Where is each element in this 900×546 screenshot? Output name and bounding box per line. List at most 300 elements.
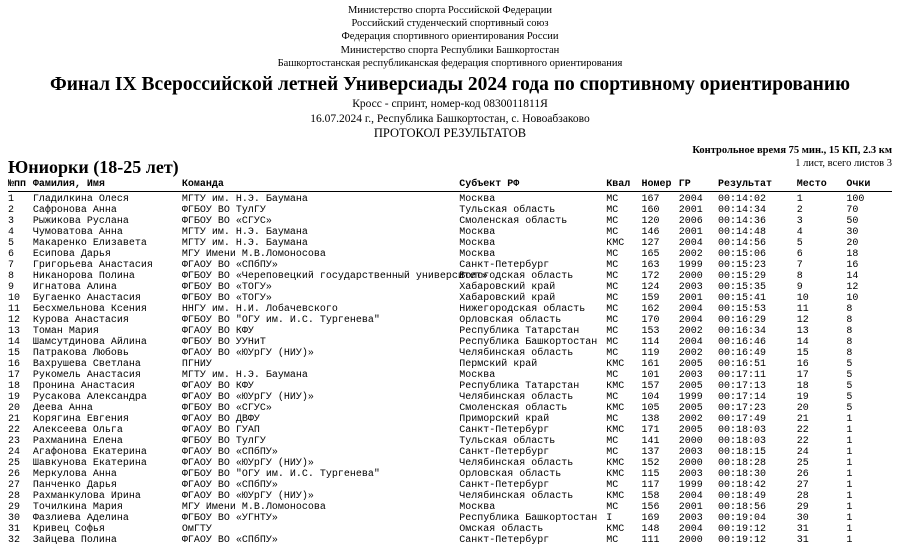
- cell-place: 26: [796, 468, 809, 480]
- cell-rank: 21: [8, 413, 21, 425]
- cell-name: Русакова Александра: [32, 391, 147, 403]
- cell-rank: 12: [8, 314, 21, 326]
- cell-result: 00:14:34: [718, 204, 767, 216]
- cell-yob: 2001: [678, 204, 703, 216]
- cell-points: 1: [846, 457, 853, 469]
- cell-number: 159: [641, 292, 660, 304]
- cell-rank: 15: [8, 347, 21, 359]
- cell-team: ФГАОУ ВО «ЮУрГУ (НИУ)»: [181, 457, 314, 469]
- cell-result: 00:18:30: [718, 468, 767, 480]
- cell-yob: 2000: [678, 435, 703, 447]
- column-header-team: Команда: [182, 179, 459, 192]
- cell-team: ФГАОУ ВО «ЮУрГУ (НИУ)»: [181, 347, 314, 359]
- cell-name: Рахманкулова Ирина: [32, 490, 141, 502]
- table-row: [8, 293, 892, 304]
- cell-team: ФГБОУ ВО «Череповецкий государственный университет»: [181, 270, 488, 282]
- cell-number: 146: [641, 226, 660, 238]
- cell-place: 8: [796, 270, 803, 282]
- cell-rank: 6: [8, 248, 15, 260]
- cell-name: Вахрушева Светлана: [32, 358, 141, 370]
- cell-yob: 2005: [678, 358, 703, 370]
- cell-name: Кривец Софья: [32, 523, 105, 535]
- cell-qual: МС: [606, 336, 619, 348]
- cell-result: 00:15:29: [718, 270, 767, 282]
- cell-qual: КМС: [606, 523, 625, 535]
- cell-qual: МС: [606, 292, 619, 304]
- cell-subject: Вологодская область: [459, 270, 574, 282]
- cell-points: 18: [846, 248, 859, 260]
- cell-subject: Республика Башкортостан: [459, 336, 598, 348]
- table-row: [8, 469, 892, 480]
- organizer-line-4: Министерство спорта Республики Башкортостан: [340, 44, 560, 56]
- cell-place: 7: [796, 259, 803, 271]
- cell-yob: 2002: [678, 347, 703, 359]
- cell-subject: Смоленская область: [459, 215, 568, 227]
- cell-place: 9: [796, 281, 803, 293]
- table-row: [8, 403, 892, 414]
- cell-name: Гладилкина Олеся: [32, 193, 129, 205]
- cell-points: 8: [846, 325, 853, 337]
- cell-name: Рукомель Анастасия: [32, 369, 141, 381]
- table-row: [8, 480, 892, 491]
- cell-team: ФГАОУ ВО «ЮУрГУ (НИУ)»: [181, 391, 314, 403]
- cell-place: 16: [796, 358, 809, 370]
- cell-subject: Пермский край: [459, 358, 538, 370]
- cell-number: 170: [641, 314, 660, 326]
- cell-points: 1: [846, 468, 853, 480]
- cell-name: Точилкина Мария: [32, 501, 123, 513]
- cell-number: 148: [641, 523, 660, 535]
- cell-qual: МС: [606, 534, 619, 546]
- cell-yob: 2004: [678, 490, 703, 502]
- cell-rank: 8: [8, 270, 15, 282]
- cell-team: ФГБОУ ВО «СГУС»: [181, 215, 272, 227]
- table-row: [8, 414, 892, 425]
- cell-points: 30: [846, 226, 859, 238]
- table-row: [8, 326, 892, 337]
- cell-number: 153: [641, 325, 660, 337]
- cell-result: 00:16:51: [718, 358, 767, 370]
- cell-yob: 2004: [678, 193, 703, 205]
- cell-qual: МС: [606, 226, 619, 238]
- cell-points: 14: [846, 270, 859, 282]
- cell-number: 163: [641, 259, 660, 271]
- cell-subject: Челябинская область: [459, 490, 574, 502]
- cell-subject: Челябинская область: [459, 457, 574, 469]
- cell-name: Игнатова Алина: [32, 281, 117, 293]
- cell-yob: 1999: [678, 479, 703, 491]
- cell-team: МГТУ им. Н.Э. Баумана: [181, 237, 308, 249]
- cell-subject: Тульская область: [459, 435, 556, 447]
- cell-qual: МС: [606, 325, 619, 337]
- cell-team: ФГБОУ ВО «ТОГУ»: [181, 281, 272, 293]
- cell-points: 1: [846, 479, 853, 491]
- cell-number: 114: [641, 336, 660, 348]
- cell-result: 00:15:41: [718, 292, 767, 304]
- cell-team: ФГАОУ ВО «СПбПУ»: [181, 259, 278, 271]
- cell-subject: Орловская область: [459, 314, 562, 326]
- table-row: [8, 491, 892, 502]
- table-row: [8, 436, 892, 447]
- cell-points: 5: [846, 380, 853, 392]
- cell-rank: 9: [8, 281, 15, 293]
- cell-points: 16: [846, 259, 859, 271]
- cell-rank: 1: [8, 193, 15, 205]
- cell-qual: МС: [606, 369, 619, 381]
- cell-rank: 20: [8, 402, 21, 414]
- cell-subject: Орловская область: [459, 468, 562, 480]
- cell-name: Курова Анастасия: [32, 314, 129, 326]
- cell-points: 5: [846, 369, 853, 381]
- cell-team: ФГБОУ ВО «ТОГУ»: [181, 292, 272, 304]
- cell-subject: Челябинская область: [459, 391, 574, 403]
- cell-number: 165: [641, 248, 660, 260]
- cell-number: 124: [641, 281, 660, 293]
- cell-points: 5: [846, 402, 853, 414]
- cell-yob: 2003: [678, 512, 703, 524]
- table-row: [8, 205, 892, 216]
- cell-number: 158: [641, 490, 660, 502]
- cell-team: МГТУ им. Н.Э. Баумана: [181, 193, 308, 205]
- cell-qual: МС: [606, 391, 619, 403]
- table-row: [8, 304, 892, 315]
- cell-qual: КМС: [606, 380, 625, 392]
- cell-result: 00:17:13: [718, 380, 767, 392]
- place-date-line: 16.07.2024 г., Республика Башкортостан, с. Новоабзаково: [310, 112, 590, 125]
- cell-yob: 2004: [678, 314, 703, 326]
- cell-yob: 2001: [678, 292, 703, 304]
- cell-number: 161: [641, 358, 660, 370]
- cell-rank: 32: [8, 534, 21, 546]
- table-row: [8, 348, 892, 359]
- table-row: [8, 458, 892, 469]
- cell-rank: 30: [8, 512, 21, 524]
- cell-yob: 2002: [678, 248, 703, 260]
- cell-rank: 29: [8, 501, 21, 513]
- cell-team: ФГАОУ ВО «ЮУрГУ (НИУ)»: [181, 490, 314, 502]
- table-row: [8, 337, 892, 348]
- cell-rank: 5: [8, 237, 15, 249]
- cell-name: Сафронова Анна: [32, 204, 117, 216]
- table-row: [8, 370, 892, 381]
- cell-points: 8: [846, 336, 853, 348]
- cell-points: 1: [846, 413, 853, 425]
- cell-qual: МС: [606, 215, 619, 227]
- cell-place: 15: [796, 347, 809, 359]
- cell-name: Деева Анна: [32, 402, 93, 414]
- results-table-body: [8, 192, 892, 546]
- cell-name: Пронина Анастасия: [32, 380, 135, 392]
- cell-team: МГУ Имени М.В.Ломоносова: [181, 248, 326, 260]
- cell-yob: 2005: [678, 402, 703, 414]
- cell-team: ННГУ им. Н.И. Лобачевского: [181, 303, 338, 315]
- cell-subject: Тульская область: [459, 204, 556, 216]
- cell-subject: Санкт-Петербург: [459, 259, 550, 271]
- cell-qual: КМС: [606, 457, 625, 469]
- cell-result: 00:15:23: [718, 259, 767, 271]
- cell-qual: КМС: [606, 237, 625, 249]
- cell-points: 100: [846, 193, 865, 205]
- column-header-name: Фамилия, Имя: [33, 179, 182, 192]
- cell-team: ФГАОУ ВО ДВФУ: [181, 413, 260, 425]
- cell-place: 21: [796, 413, 809, 425]
- column-header-result: Результат: [718, 179, 797, 192]
- cell-result: 00:15:53: [718, 303, 767, 315]
- cell-name: Панченко Дарья: [32, 479, 117, 491]
- cell-name: Меркулова Анна: [32, 468, 117, 480]
- cell-name: Бесхмельнова Ксения: [32, 303, 147, 315]
- cell-place: 29: [796, 501, 809, 513]
- cell-team: ФГБОУ ВО «УГНТУ»: [181, 512, 278, 524]
- cell-name: Есипова Дарья: [32, 248, 111, 260]
- cell-number: 138: [641, 413, 660, 425]
- cell-qual: КМС: [606, 468, 625, 480]
- cell-result: 00:14:48: [718, 226, 767, 238]
- cell-name: Агафонова Екатерина: [32, 446, 147, 458]
- cell-qual: МС: [606, 446, 619, 458]
- cell-result: 00:18:49: [718, 490, 767, 502]
- cell-yob: 2002: [678, 413, 703, 425]
- cell-subject: Республика Татарстан: [459, 325, 580, 337]
- cell-number: 101: [641, 369, 660, 381]
- cell-yob: 2003: [678, 468, 703, 480]
- column-header-qual: Квал: [606, 179, 641, 192]
- document-masthead: [8, 4, 892, 141]
- category-title: Юниорки (18-25 лет): [8, 157, 179, 178]
- cell-result: 00:16:49: [718, 347, 767, 359]
- cell-qual: КМС: [606, 358, 625, 370]
- cell-qual: МС: [606, 193, 619, 205]
- cell-number: 104: [641, 391, 660, 403]
- cell-subject: Москва: [459, 237, 496, 249]
- cell-name: Чумоватова Анна: [32, 226, 123, 238]
- cell-points: 1: [846, 534, 853, 546]
- table-row: [8, 359, 892, 370]
- cell-result: 00:19:12: [718, 534, 767, 546]
- event-title: Финал IX Всероссийской летней Универсиады 2024 года по спортивному ориентированию: [49, 74, 851, 96]
- cell-number: 152: [641, 457, 660, 469]
- column-header-rank: №пп: [8, 179, 33, 192]
- cell-rank: 19: [8, 391, 21, 403]
- cell-result: 00:17:23: [718, 402, 767, 414]
- cell-yob: 1999: [678, 391, 703, 403]
- cell-points: 12: [846, 281, 859, 293]
- cell-number: 115: [641, 468, 660, 480]
- cell-result: 00:18:28: [718, 457, 767, 469]
- table-row: [8, 315, 892, 326]
- cell-yob: 1999: [678, 259, 703, 271]
- cell-place: 22: [796, 424, 809, 436]
- column-header-place: Место: [797, 179, 847, 192]
- column-header-yob: ГР: [679, 179, 718, 192]
- cell-subject: Москва: [459, 226, 496, 238]
- cell-place: 4: [796, 226, 803, 238]
- column-header-subject: Субъект РФ: [459, 179, 606, 192]
- cell-team: ФГБОУ ВО ТулГУ: [181, 204, 266, 216]
- table-row: [8, 425, 892, 436]
- cell-name: Рыжикова Руслана: [32, 215, 129, 227]
- cell-result: 00:18:56: [718, 501, 767, 513]
- cell-result: 00:14:36: [718, 215, 767, 227]
- cell-place: 24: [796, 446, 809, 458]
- cell-name: Шавкунова Екатерина: [32, 457, 147, 469]
- cell-place: 20: [796, 402, 809, 414]
- cell-name: Шамсутдинова Айлина: [32, 336, 147, 348]
- cell-rank: 16: [8, 358, 21, 370]
- table-row: [8, 524, 892, 535]
- cell-points: 1: [846, 424, 853, 436]
- cell-qual: МС: [606, 501, 619, 513]
- organizer-line-2: Российский студенческий спортивный союз: [351, 18, 549, 30]
- cell-subject: Санкт-Петербург: [459, 534, 550, 546]
- cell-yob: 2003: [678, 369, 703, 381]
- cell-yob: 2000: [678, 457, 703, 469]
- table-row: [8, 502, 892, 513]
- cell-name: Макаренко Елизавета: [32, 237, 147, 249]
- cell-result: 00:16:34: [718, 325, 767, 337]
- cell-name: Фазлиева Аделина: [32, 512, 129, 524]
- cell-rank: 3: [8, 215, 15, 227]
- cell-team: ФГБОУ ВО ТулГУ: [181, 435, 266, 447]
- cell-name: Зайцева Полина: [32, 534, 117, 546]
- cell-result: 00:14:02: [718, 193, 767, 205]
- cell-result: 00:17:49: [718, 413, 767, 425]
- column-header-number: Номер: [641, 179, 678, 192]
- cell-result: 00:18:03: [718, 424, 767, 436]
- cell-qual: МС: [606, 347, 619, 359]
- cell-team: ФГБОУ ВО "ОГУ им. И.С. Тургенева": [181, 468, 380, 480]
- cell-qual: I: [606, 512, 613, 524]
- cell-qual: МС: [606, 435, 619, 447]
- cell-result: 00:15:35: [718, 281, 767, 293]
- cell-subject: Москва: [459, 369, 496, 381]
- cell-subject: Нижегородская область: [459, 303, 586, 315]
- cell-qual: МС: [606, 204, 619, 216]
- table-row: [8, 249, 892, 260]
- cell-points: 5: [846, 391, 853, 403]
- cell-subject: Москва: [459, 501, 496, 513]
- cell-subject: Республика Башкортостан: [459, 512, 598, 524]
- cell-yob: 2003: [678, 446, 703, 458]
- cell-place: 25: [796, 457, 809, 469]
- cell-place: 2: [796, 204, 803, 216]
- cell-place: 6: [796, 248, 803, 260]
- cell-qual: КМС: [606, 402, 625, 414]
- table-row: [8, 447, 892, 458]
- cell-subject: Республика Татарстан: [459, 380, 580, 392]
- cell-place: 10: [796, 292, 809, 304]
- cell-name: Никанорова Полина: [32, 270, 135, 282]
- cell-name: Корягина Евгения: [32, 413, 129, 425]
- cell-number: 171: [641, 424, 660, 436]
- column-header-points: Очки: [846, 179, 892, 192]
- cell-team: ФГАОУ ВО «СПбПУ»: [181, 479, 278, 491]
- cell-rank: 31: [8, 523, 21, 535]
- cell-result: 00:16:46: [718, 336, 767, 348]
- cell-subject: Санкт-Петербург: [459, 446, 550, 458]
- cell-number: 160: [641, 204, 660, 216]
- cell-name: Томан Мария: [32, 325, 99, 337]
- cell-qual: МС: [606, 413, 619, 425]
- cell-team: ФГБОУ ВО «СГУС»: [181, 402, 272, 414]
- cell-place: 13: [796, 325, 809, 337]
- table-row: [8, 227, 892, 238]
- cell-team: ФГАОУ ВО ГУАП: [181, 424, 260, 436]
- cell-result: 00:17:14: [718, 391, 767, 403]
- discipline-line: Кросс - спринт, номер-код 0830011811Я: [352, 98, 548, 111]
- cell-name: Рахманина Елена: [32, 435, 123, 447]
- cell-result: 00:17:11: [718, 369, 767, 381]
- cell-number: 172: [641, 270, 660, 282]
- cell-yob: 2002: [678, 325, 703, 337]
- cell-rank: 2: [8, 204, 15, 216]
- table-row: [8, 192, 892, 205]
- cell-qual: МС: [606, 270, 619, 282]
- cell-yob: 2001: [678, 501, 703, 513]
- cell-rank: 17: [8, 369, 21, 381]
- table-row: [8, 216, 892, 227]
- cell-result: 00:18:42: [718, 479, 767, 491]
- cell-name: Бугаенко Анастасия: [32, 292, 141, 304]
- cell-team: ПГНИУ: [181, 358, 212, 370]
- organizer-line-5: Башкортостанская республиканская федерация спортивного ориентирования: [277, 57, 623, 69]
- cell-place: 28: [796, 490, 809, 502]
- cell-qual: КМС: [606, 424, 625, 436]
- cell-place: 31: [796, 534, 809, 546]
- cell-number: 117: [641, 479, 660, 491]
- table-row: [8, 392, 892, 403]
- cell-number: 162: [641, 303, 660, 315]
- table-row: [8, 282, 892, 293]
- cell-place: 3: [796, 215, 803, 227]
- cell-yob: 2005: [678, 380, 703, 392]
- cell-place: 1: [796, 193, 803, 205]
- cell-subject: Приморский край: [459, 413, 550, 425]
- cell-result: 00:14:56: [718, 237, 767, 249]
- cell-points: 50: [846, 215, 859, 227]
- cell-team: МГТУ им. Н.Э. Баумана: [181, 226, 308, 238]
- cell-number: 111: [641, 534, 660, 546]
- cell-team: ФГАОУ ВО «СПбПУ»: [181, 534, 278, 546]
- cell-rank: 11: [8, 303, 21, 315]
- cell-place: 11: [796, 303, 809, 315]
- cell-result: 00:16:29: [718, 314, 767, 326]
- cell-result: 00:19:12: [718, 523, 767, 535]
- cell-team: МГУ Имени М.В.Ломоносова: [181, 501, 326, 513]
- cell-subject: Смоленская область: [459, 402, 568, 414]
- cell-result: 00:15:06: [718, 248, 767, 260]
- cell-result: 00:19:04: [718, 512, 767, 524]
- cell-place: 30: [796, 512, 809, 524]
- cell-team: ОмГТУ: [181, 523, 212, 535]
- cell-rank: 26: [8, 468, 21, 480]
- category-bar: [8, 144, 892, 178]
- cell-rank: 13: [8, 325, 21, 337]
- cell-qual: МС: [606, 281, 619, 293]
- cell-number: 167: [641, 193, 660, 205]
- table-row: [8, 271, 892, 282]
- cell-place: 22: [796, 435, 809, 447]
- control-time-info: Контрольное время 75 мин., 15 КП, 2.3 км: [692, 145, 892, 157]
- cell-yob: 2005: [678, 424, 703, 436]
- cell-points: 1: [846, 523, 853, 535]
- cell-points: 5: [846, 358, 853, 370]
- cell-place: 5: [796, 237, 803, 249]
- table-row: [8, 238, 892, 249]
- table-row: [8, 535, 892, 546]
- cell-yob: 2003: [678, 281, 703, 293]
- cell-rank: 4: [8, 226, 15, 238]
